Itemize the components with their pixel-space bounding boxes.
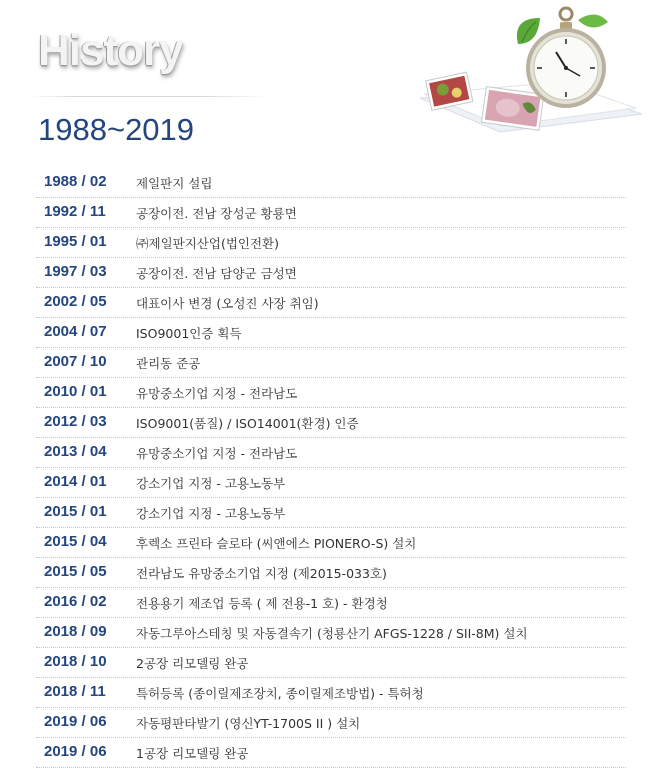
timeline-event: 유망중소기업 지정 - 전라남도 [136, 446, 298, 461]
timeline-date: 2019 / 06 [44, 713, 107, 730]
timeline-date: 2014 / 01 [44, 473, 107, 490]
timeline-event: 관리동 준공 [136, 356, 201, 371]
history-timeline [36, 168, 626, 768]
timeline-row [36, 498, 626, 528]
timeline-event: 자동평판타발기 (영신YT-1700S II ) 설치 [136, 716, 361, 731]
timeline-event: ISO9001(품질) / ISO14001(환경) 인증 [136, 416, 359, 431]
timeline-row [36, 318, 626, 348]
timeline-row [36, 648, 626, 678]
timeline-event: 대표이사 변경 (오성진 사장 취임) [136, 296, 319, 311]
page-title: History [38, 26, 183, 75]
timeline-date: 1988 / 02 [44, 173, 107, 190]
timeline-row [36, 708, 626, 738]
timeline-row [36, 408, 626, 438]
timeline-date: 1992 / 11 [44, 203, 106, 220]
timeline-event: 강소기업 지정 - 고용노동부 [136, 476, 286, 491]
timeline-row [36, 438, 626, 468]
clock-photos-illustration [410, 6, 650, 136]
timeline-row [36, 678, 626, 708]
timeline-row [36, 528, 626, 558]
timeline-event: 유망중소기업 지정 - 전라남도 [136, 386, 298, 401]
timeline-date: 2019 / 06 [44, 743, 107, 760]
timeline-event: 1공장 리모델링 완공 [136, 746, 249, 761]
timeline-date: 1997 / 03 [44, 263, 107, 280]
timeline-date: 2004 / 07 [44, 323, 107, 340]
timeline-event: 후렉소 프린타 슬로타 (씨앤에스 PIONERO-S) 설치 [136, 536, 417, 551]
timeline-event: 특허등록 (종이릴제조장치, 종이릴제조방법) - 특허청 [136, 686, 424, 701]
timeline-event: 공장이전. 전남 장성군 황룡면 [136, 206, 297, 221]
timeline-date: 2007 / 10 [44, 353, 107, 370]
timeline-date: 1995 / 01 [44, 233, 107, 250]
timeline-row [36, 168, 626, 198]
timeline-row [36, 738, 626, 768]
timeline-date: 2015 / 01 [44, 503, 107, 520]
timeline-row [36, 618, 626, 648]
period-heading: 1988~2019 [38, 112, 195, 147]
timeline-date: 2013 / 04 [44, 443, 107, 460]
title-divider [30, 96, 270, 97]
timeline-event: 자동그루아스테칭 및 자동결속기 (청룡산기 AFGS-1228 / SII-8M) 설치 [136, 626, 528, 641]
timeline-row [36, 258, 626, 288]
timeline-date: 2012 / 03 [44, 413, 107, 430]
timeline-date: 2018 / 10 [44, 653, 107, 670]
timeline-date: 2018 / 11 [44, 683, 106, 700]
timeline-date: 2016 / 02 [44, 593, 107, 610]
timeline-row [36, 228, 626, 258]
timeline-event: 전라남도 유망중소기업 지정 (제2015-033호) [136, 566, 387, 581]
timeline-row [36, 378, 626, 408]
timeline-event: 전용용기 제조업 등록 ( 제 전용-1 호) - 환경청 [136, 596, 388, 611]
timeline-date: 2015 / 05 [44, 563, 107, 580]
timeline-row [36, 588, 626, 618]
timeline-date: 2010 / 01 [44, 383, 107, 400]
timeline-date: 2002 / 05 [44, 293, 107, 310]
timeline-event: 강소기업 지정 - 고용노동부 [136, 506, 286, 521]
timeline-row [36, 198, 626, 228]
timeline-event: 제일판지 설립 [136, 176, 213, 191]
timeline-date: 2018 / 09 [44, 623, 107, 640]
timeline-event: 2공장 리모델링 완공 [136, 656, 249, 671]
photo-icon [481, 87, 543, 131]
timeline-row [36, 288, 626, 318]
timeline-event: ㈜제일판지산업(법인전환) [136, 236, 280, 251]
timeline-row [36, 468, 626, 498]
timeline-date: 2015 / 04 [44, 533, 107, 550]
timeline-row [36, 348, 626, 378]
timeline-event: 공장이전. 전남 담양군 금성면 [136, 266, 297, 281]
timeline-event: ISO9001인증 획득 [136, 326, 242, 341]
timeline-row [36, 558, 626, 588]
